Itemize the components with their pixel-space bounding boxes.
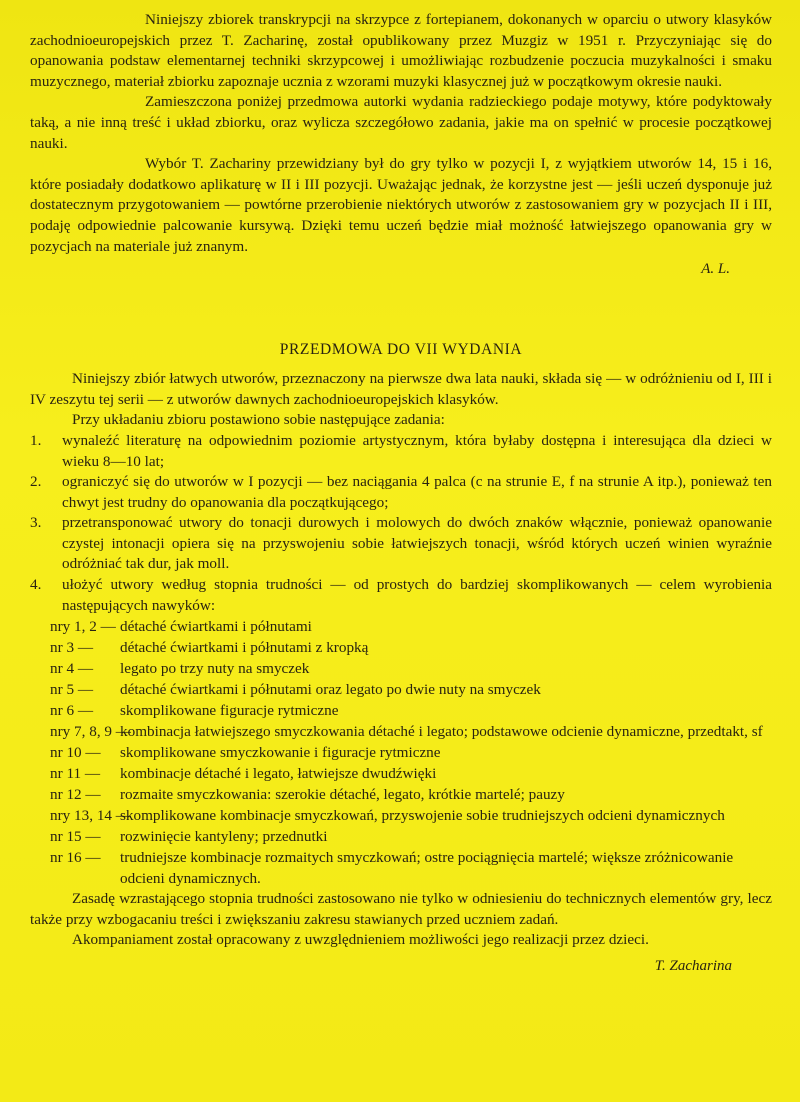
preface-title: PRZEDMOWA DO VII WYDANIA bbox=[279, 341, 523, 359]
task-item bbox=[30, 472, 772, 513]
intro-paragraph-2: Zamieszczona poniżej przedmowa autorki wydania radzieckiego podaje motywy, które podyktowały taką, a nie inną treść i układ zbiorku, oraz wylicza szczegółowo zadania, jakie ma on spełnić w procesie początkowej nauki. bbox=[30, 93, 772, 152]
skill-text: détaché ćwiartkami i półnutami bbox=[120, 618, 312, 636]
tasks-list bbox=[30, 431, 772, 616]
skill-item bbox=[30, 784, 772, 805]
task-text: ułożyć utwory według stopnia trudności — od prostych do bardziej skomplikowanych — celem wyrobienia następujących nawyków: bbox=[62, 576, 772, 614]
skill-text: skomplikowane kombinacje smyczkowań, przyswojenie sobie trudniejszych odcieni dynamicznych bbox=[120, 807, 725, 825]
skill-label: nr 15 — bbox=[50, 828, 101, 846]
skill-label: nry 1, 2 — bbox=[50, 618, 116, 636]
skill-text: skomplikowane smyczkowanie i figuracje rytmiczne bbox=[120, 744, 441, 762]
skill-label: nr 4 — bbox=[50, 660, 94, 678]
task-number: 3. bbox=[30, 514, 42, 532]
skill-item bbox=[30, 616, 772, 637]
preface-intro: Niniejszy zbiór łatwych utworów, przeznaczony na pierwsze dwa lata nauki, składa się — w odróżnieniu od I, III i IV zeszytu tej serii — z utworów dawnych zachodnioeuropejskich klasyków. bbox=[30, 370, 772, 408]
task-number: 1. bbox=[30, 431, 42, 449]
skill-text: kombinacje détaché i legato, łatwiejsze dwudźwięki bbox=[120, 765, 437, 783]
task-text: przetransponować utwory do tonacji durowych i molowych do dwóch znaków włącznie, ponieważ opanowanie czystej intonacji opiera się na przyswojeniu sobie łatwiejszych tonacji, wśród których uczeń winien wyraźnie odróżniać tak dur, jak moll. bbox=[62, 514, 772, 573]
skill-text: trudniejsze kombinacje rozmaitych smyczkowań; ostre pociągnięcia martelé; większe zróżnicowanie odcieni dynamicznych. bbox=[120, 849, 734, 888]
skill-text: rozmaite smyczkowania: szerokie détaché, legato, krótkie martelé; pauzy bbox=[120, 786, 565, 804]
task-item bbox=[30, 575, 772, 616]
skill-label: nr 10 — bbox=[50, 744, 101, 762]
skill-text: détaché ćwiartkami i półnutami z kropką bbox=[120, 639, 369, 657]
skill-label: nr 6 — bbox=[50, 702, 94, 720]
skill-label: nr 16 — bbox=[50, 849, 101, 867]
skill-label: nr 11 — bbox=[50, 765, 101, 783]
skill-item bbox=[30, 679, 772, 700]
editor-signature: A. L. bbox=[701, 261, 730, 278]
task-item bbox=[30, 513, 772, 575]
intro-paragraph-3: Wybór T. Zachariny przewidziany był do gry tylko w pozycji I, z wyjątkiem utworów 14, 15 i 16, które posiadały dodatkowo aplikaturę w II i III pozycji. Uważając jednak, że korzystne jest — jeśli uczeń dysponuje już dostatecznym przygotowaniem — powtórne przerobienie niektórych utworów z zastosowaniem gry w pozycjach II i III, podaję odpowiednie palcowanie kursywą. Dzięki temu uczeń będzie miał możność łatwiejszego opanowania gry w pozycjach na materiale już znanym. bbox=[30, 155, 772, 255]
skill-item bbox=[30, 742, 772, 763]
task-text: ograniczyć się do utworów w I pozycji — bez naciągania 4 palca (c na strunie E, f na strunie A itp.), ponieważ ten chwyt jest trudny do opanowania dla początkującego; bbox=[62, 473, 772, 511]
task-number: 2. bbox=[30, 473, 42, 491]
skill-item bbox=[30, 637, 772, 658]
skill-text: skomplikowane figuracje rytmiczne bbox=[120, 702, 339, 720]
skill-label: nry 13, 14 — bbox=[50, 807, 131, 825]
task-item bbox=[30, 431, 772, 472]
tasks-intro: Przy układaniu zbioru postawiono sobie następujące zadania: bbox=[72, 411, 445, 429]
closing-paragraph-2: Akompaniament został opracowany z uwzględnieniem możliwości jego realizacji przez dzieci. bbox=[72, 931, 649, 949]
skill-text: kombinacja łatwiejszego smyczkowania détaché i legato; podstawowe odcienie dynamiczne, przedtakt, sf bbox=[120, 723, 763, 741]
skill-item bbox=[30, 721, 772, 742]
closing-paragraph-1: Zasadę wzrastającego stopnia trudności zastosowano nie tylko w odniesieniu do technicznych elementów gry, lecz także przy wzbogacaniu treści i zwiększaniu zakresu stawianych przed uczniem zadań. bbox=[30, 890, 772, 928]
task-number: 4. bbox=[30, 576, 42, 594]
skills-list bbox=[30, 616, 772, 889]
skill-item bbox=[30, 805, 772, 826]
skill-item bbox=[30, 658, 772, 679]
skill-text: détaché ćwiartkami i półnutami oraz legato po dwie nuty na smyczek bbox=[120, 681, 541, 699]
skill-item bbox=[30, 700, 772, 721]
skill-item bbox=[30, 763, 772, 784]
skill-text: legato po trzy nuty na smyczek bbox=[120, 660, 310, 678]
skill-label: nr 12 — bbox=[50, 786, 101, 804]
task-text: wynaleźć literaturę na odpowiednim poziomie artystycznym, która byłaby dostępna i interesująca dla dzieci w wieku 8—10 lat; bbox=[62, 431, 772, 470]
intro-paragraph-1: Niniejszy zbiorek transkrypcji na skrzypce z fortepianem, dokonanych w oparciu o utwory klasyków zachodnioeuropejskich przez T. Zacharinę, został opublikowany przez Muzgiz w 1951 r. Przyczyniając się do opanowania podstaw elementarnej techniki skrzypcowej i umożliwiając rozbudzenie poczucia muzykalności i smaku muzycznego, materiał zbiorku zapoznaje ucznia z wzorami muzyki klasycznej już w początkowym okresie nauki. bbox=[30, 11, 772, 90]
author-signature: T. Zacharina bbox=[654, 958, 732, 975]
skill-item bbox=[30, 847, 772, 889]
skill-label: nry 7, 8, 9 — bbox=[50, 723, 131, 741]
skill-item bbox=[30, 826, 772, 847]
skill-text: rozwinięcie kantyleny; przednutki bbox=[120, 828, 328, 846]
skill-label: nr 3 — bbox=[50, 639, 94, 657]
skill-label: nr 5 — bbox=[50, 681, 94, 699]
